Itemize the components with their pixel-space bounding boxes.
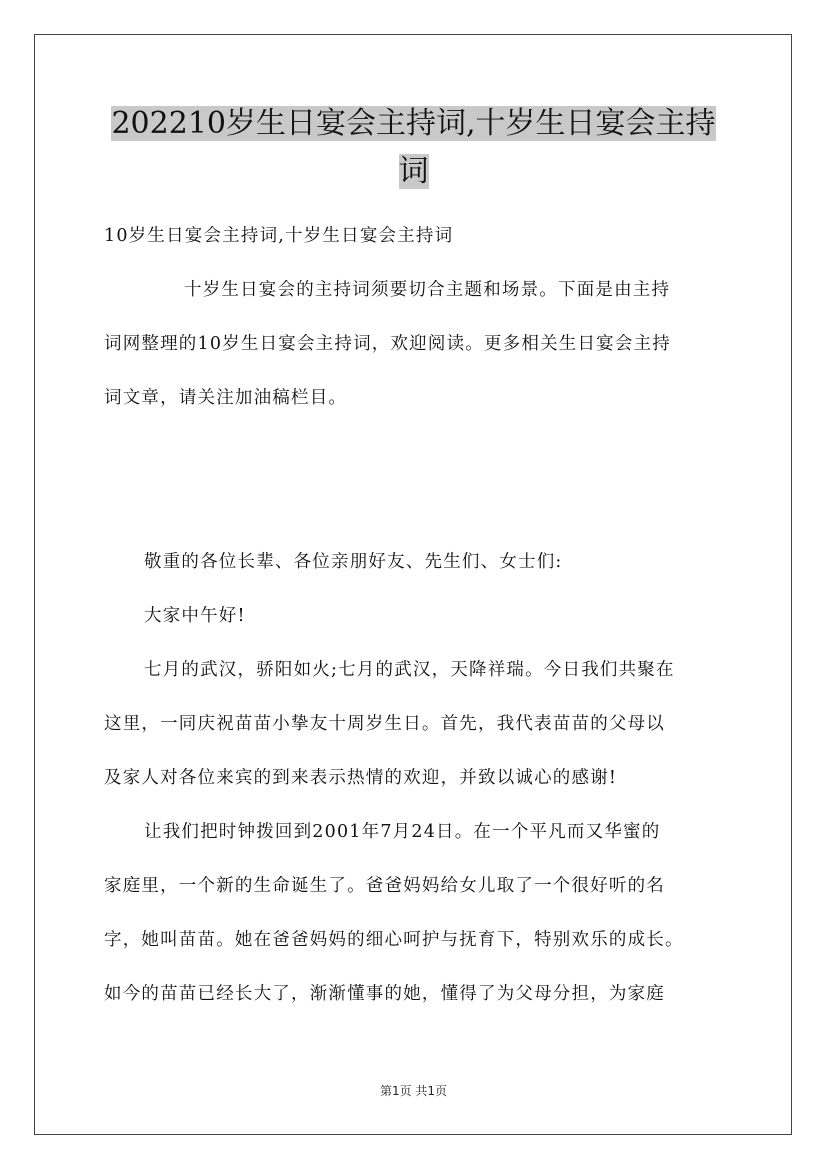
para2-line-3: 字，她叫苗苗。她在爸爸妈妈的细心呵护与抚育下，特别欢乐的成长。 bbox=[104, 930, 684, 950]
intro-line-2: 词网整理的10岁生日宴会主持词，欢迎阅读。更多相关生日宴会主持 bbox=[104, 334, 671, 354]
para2-line-4: 如今的苗苗已经长大了，渐渐懂事的她，懂得了为父母分担，为家庭 bbox=[104, 984, 665, 1004]
hello: 大家中午好! bbox=[144, 606, 246, 626]
page-footer: 第1页 共1页 bbox=[379, 1084, 448, 1098]
title-line-1: 202210岁生日宴会主持词,十岁生日宴会主持 bbox=[111, 106, 716, 141]
title-line-2: 词 bbox=[398, 154, 429, 189]
greeting: 敬重的各位长辈、各位亲朋好友、先生们、女士们: bbox=[144, 552, 563, 572]
subtitle: 10岁生日宴会主持词,十岁生日宴会主持词 bbox=[104, 226, 454, 246]
intro-line-3: 词文章，请关注加油稿栏目。 bbox=[104, 388, 348, 408]
para2-line-2: 家庭里，一个新的生命诞生了。爸爸妈妈给女儿取了一个很好听的名 bbox=[104, 876, 665, 896]
para1-line-3: 及家人对各位来宾的到来表示热情的欢迎，并致以诚心的感谢! bbox=[104, 768, 618, 788]
para1-line-1: 七月的武汉，骄阳如火;七月的武汉，天降祥瑞。今日我们共聚在 bbox=[144, 660, 675, 680]
para2-line-1: 让我们把时钟拨回到2001年7月24日。在一个平凡而又华蜜的 bbox=[144, 822, 661, 842]
intro-line-1: 十岁生日宴会的主持词须要切合主题和场景。下面是由主持 bbox=[184, 280, 671, 300]
para1-line-2: 这里，一同庆祝苗苗小挚友十周岁生日。首先，我代表苗苗的父母以 bbox=[104, 714, 665, 734]
document-title bbox=[100, 100, 727, 196]
